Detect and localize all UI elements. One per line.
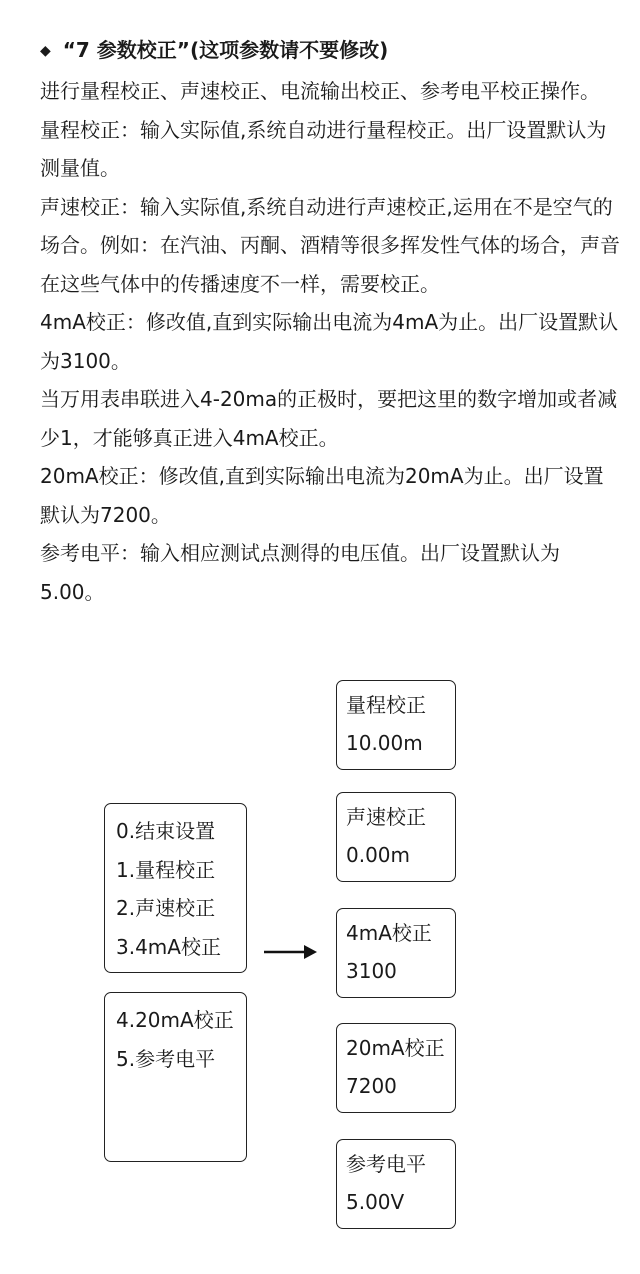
heading-title: “7 参数校正”(这项参数请不要修改)	[62, 38, 389, 62]
value-box-label: 4mA校正	[346, 921, 432, 945]
right-arrow-icon	[262, 942, 318, 962]
menu-item-4ma-calibration: 3.4mA校正	[116, 934, 221, 959]
value-box-value: 7200	[346, 1074, 397, 1098]
value-box-label: 声速校正	[346, 805, 426, 829]
value-box-value: 3100	[346, 959, 397, 983]
menu-item-end-settings: 0.结束设置	[116, 819, 216, 843]
value-box-20ma	[336, 1023, 456, 1113]
paragraph-intro: 进行量程校正、声速校正、电流输出校正、参考电平校正操作。	[40, 79, 600, 103]
menu-box-page-1	[104, 803, 247, 973]
paragraph-multimeter-note: 当万用表串联进入4-20ma的正极时，要把这里的数字增加或者减少1，才能够真正进入4mA校正。	[40, 387, 618, 450]
menu-item-sound-speed-calibration: 2.声速校正	[116, 896, 216, 920]
value-box-label: 参考电平	[346, 1152, 426, 1176]
value-box-label: 量程校正	[346, 693, 426, 717]
menu-item-reference-level: 5.参考电平	[116, 1046, 216, 1071]
value-box-value: 5.00V	[346, 1190, 405, 1214]
paragraph-reference-level: 参考电平：输入相应测试点测得的电压值。出厂设置默认为5.00。	[40, 541, 560, 604]
value-box-sound-speed	[336, 792, 456, 882]
value-box-label: 20mA校正	[346, 1036, 445, 1060]
menu-box-page-2	[104, 992, 247, 1162]
diamond-bullet-icon: ◆	[40, 43, 51, 59]
value-box-4ma	[336, 908, 456, 998]
value-box-value: 10.00m	[346, 731, 423, 755]
description-text	[40, 72, 620, 611]
paragraph-4ma-calibration: 4mA校正：修改值,直到实际输出电流为4mA为止。出厂设置默认为3100。	[40, 310, 619, 373]
paragraph-20ma-calibration: 20mA校正：修改值,直到实际输出电流为20mA为止。出厂设置默认为7200。	[40, 464, 604, 527]
paragraph-range-calibration: 量程校正：输入实际值,系统自动进行量程校正。出厂设置默认为测量值。	[40, 117, 607, 180]
value-box-reference-level	[336, 1139, 456, 1229]
menu-item-range-calibration: 1.量程校正	[116, 857, 216, 882]
paragraph-sound-speed-calibration: 声速校正：输入实际值,系统自动进行声速校正,运用在不是空气的场合。例如：在汽油、丙酮、酒精等很多挥发性气体的场合，声音在这些气体中的传播速度不一样，需要校正。	[40, 194, 620, 296]
value-box-value: 0.00m	[346, 843, 411, 867]
value-box-range	[336, 680, 456, 770]
menu-item-20ma-calibration: 4.20mA校正	[116, 1008, 234, 1032]
section-heading	[40, 36, 388, 65]
